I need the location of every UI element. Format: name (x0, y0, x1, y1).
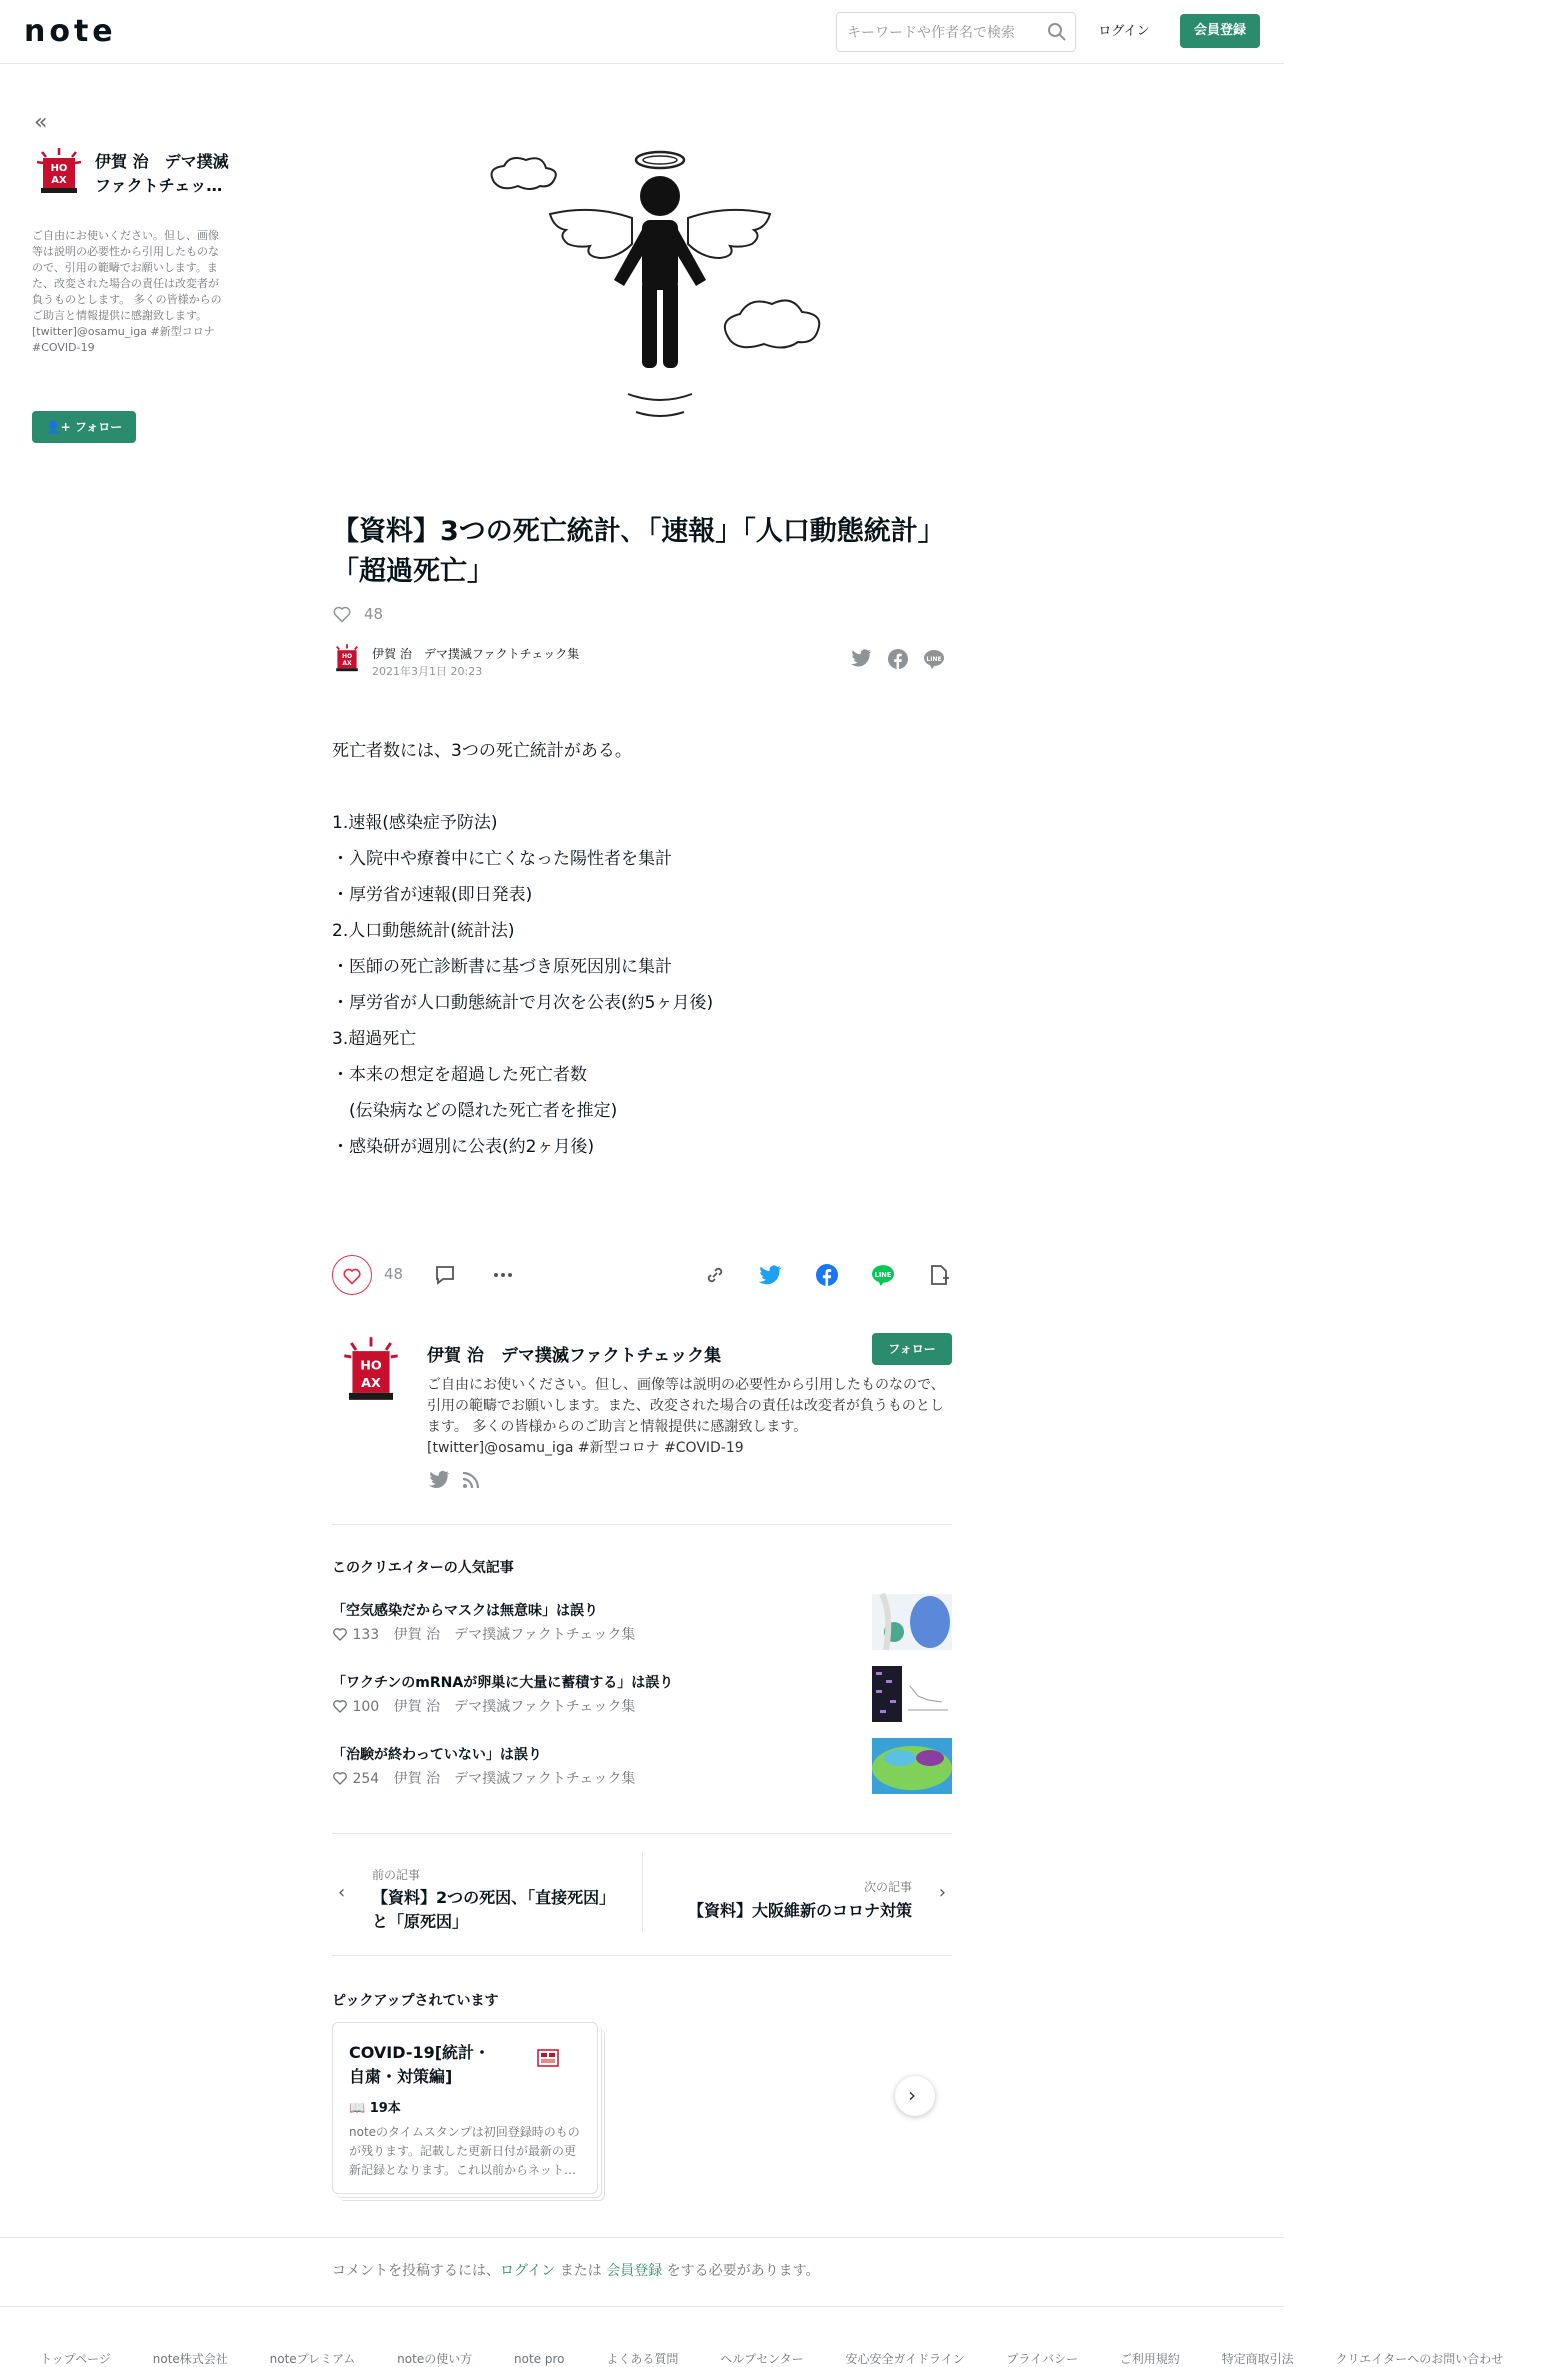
rss-icon[interactable] (462, 1471, 480, 1489)
comment-login-link[interactable]: ログイン (500, 2263, 556, 2279)
footer-links (40, 2350, 1504, 2367)
comment-notice (0, 2237, 1284, 2307)
popular-author: 伊賀 治 デマ撲滅ファクトチェック集 (393, 1699, 636, 1715)
footer-link[interactable]: ご利用規約 (1119, 2352, 1180, 2366)
popular-title[interactable]: 「治験が終わっていない」は誤り (332, 1747, 542, 1763)
popular-meta (332, 1768, 635, 1788)
comment-suffix: をする必要があります。 (662, 2263, 820, 2279)
sidebar-description: ご自由にお使いください。但し、画像等は説明の必要性から引用したものなので、引用の範疇でお願いします。また、改変された場合の責任は改変者が負うものとします。 多くの皆様からのご助言と情報提供に感謝致します。[twitter]@osamu_iga #新型コロナ #COVID-19 (32, 229, 222, 354)
popular-meta (332, 1696, 635, 1716)
popular-title[interactable]: 「空気感染だからマスクは無意味」は誤り (332, 1603, 598, 1619)
footer-link[interactable]: noteの使い方 (397, 2352, 473, 2366)
avatar[interactable] (34, 146, 84, 196)
svg-text:HO: HO (341, 653, 353, 660)
add-user-icon: 👤+ (45, 420, 75, 434)
sidebar-follow-button[interactable] (32, 411, 136, 443)
next-article-link[interactable] (643, 1852, 952, 1932)
magazine-title: COVID-19[統計・自粛・対策編] (349, 2043, 491, 2086)
list-item[interactable] (332, 1744, 952, 1804)
comment-icon[interactable] (434, 1264, 456, 1286)
popular-author: 伊賀 治 デマ撲滅ファクトチェック集 (393, 1627, 636, 1643)
magazine-count-value: 19本 (369, 2101, 401, 2116)
chevron-left-icon: ‹ (338, 1882, 346, 1903)
svg-text:LINE: LINE (874, 1271, 892, 1280)
link-icon[interactable] (704, 1264, 726, 1286)
body-paragraph: 死亡者数には、3つの死亡統計がある。 (332, 741, 632, 761)
sidebar-follow-label: フォロー (74, 420, 123, 434)
body-paragraph: 2.人口動態統計(統計法) (332, 921, 515, 941)
article-author-row (332, 643, 952, 677)
publish-date: 2021年3月1日 20:23 (372, 665, 483, 678)
svg-text:HO: HO (360, 1358, 382, 1374)
popular-likes: 133 (352, 1627, 380, 1643)
like-button[interactable] (332, 1255, 372, 1295)
svg-text:HO: HO (50, 163, 68, 174)
popular-author: 伊賀 治 デマ撲滅ファクトチェック集 (393, 1771, 636, 1787)
creator-follow-button[interactable]: フォロー (872, 1333, 952, 1365)
magazine-card[interactable] (332, 2022, 598, 2194)
magazine-count (349, 2097, 401, 2116)
search-input[interactable] (847, 21, 1037, 45)
author-avatar[interactable] (332, 643, 362, 673)
body-paragraph: ・感染研が週別に公表(約2ヶ月後) (332, 1137, 595, 1157)
line-share-icon[interactable] (872, 1264, 894, 1286)
heart-icon (332, 1626, 348, 1642)
article-title: 【資料】3つの死亡統計､「速報」「人口動態統計」「超過死亡」 (332, 516, 945, 587)
book-icon: 📖 (349, 2101, 370, 2116)
sidebar-author-name[interactable]: 伊賀 治 デマ撲滅ファクトチェッ… (95, 152, 229, 195)
facebook-icon[interactable] (888, 649, 908, 669)
svg-text:LINE: LINE (926, 656, 942, 663)
article-action-bar (332, 1255, 952, 1295)
body-paragraph: ・厚労省が人口動態統計で月次を公表(約5ヶ月後) (332, 993, 714, 1013)
signup-button[interactable]: 会員登録 (1180, 14, 1260, 48)
body-paragraph: ・入院中や療養中に亡くなった陽性者を集計 (332, 849, 672, 869)
popular-meta (332, 1624, 635, 1644)
article-like-row (332, 604, 952, 628)
line-icon[interactable] (924, 649, 944, 669)
prev-label: 前の記事 (372, 1868, 421, 1882)
site-header (0, 0, 1284, 64)
magazine-thumbnail (537, 2049, 559, 2067)
creator-description: ご自由にお使いください。但し、画像等は説明の必要性から引用したものなので、引用の範疇でお願いします。また、改変された場合の責任は改変者が負うものとします。 多くの皆様からのご助言と情報提供に感謝致します。[twitter]@osamu_iga #新型コロナ #COVID-19 (427, 1377, 945, 1456)
prev-title: 【資料】2つの死因、「直接死因」と「原死因」 (372, 1888, 616, 1931)
footer-link[interactable]: プライバシー (1006, 2352, 1078, 2366)
body-paragraph: 1.速報(感染症予防法) (332, 813, 498, 833)
creator-profile (332, 1333, 952, 1483)
body-paragraph: ・厚労省が速報(即日発表) (332, 885, 533, 905)
facebook-share-icon[interactable] (816, 1264, 838, 1286)
carousel-next-button[interactable] (895, 2076, 935, 2116)
svg-text:AX: AX (51, 175, 67, 186)
search-icon[interactable] (1047, 22, 1067, 42)
next-title: 【資料】大阪維新のコロナ対策 (687, 1901, 912, 1920)
comment-or: または (555, 2263, 607, 2279)
popular-likes: 100 (352, 1699, 380, 1715)
footer-link[interactable]: 安心安全ガイドライン (845, 2352, 965, 2366)
footer-link[interactable]: よくある質問 (606, 2352, 679, 2366)
chevron-right-icon: › (908, 2083, 916, 2107)
footer-link[interactable]: クリエイターへのお問い合わせ (1335, 2352, 1504, 2366)
popular-thumbnail[interactable] (872, 1666, 952, 1722)
twitter-icon[interactable] (852, 649, 872, 667)
add-to-magazine-icon[interactable] (928, 1264, 950, 1286)
magazine-description: noteのタイムスタンプは初回登録時のものが残ります。記載した更新日付が最新の更新記録となります。これ以前からネット… (349, 2125, 580, 2177)
note-logo[interactable]: note (24, 14, 117, 49)
footer-link[interactable]: トップページ (40, 2352, 111, 2366)
popular-thumbnail[interactable] (872, 1594, 952, 1650)
hero-illustration (480, 140, 860, 440)
creator-name[interactable]: 伊賀 治 デマ撲滅ファクトチェック集 (427, 1346, 722, 1366)
divider (332, 1524, 952, 1525)
pickup-heading: ピックアップされています (332, 1993, 499, 2009)
creator-avatar[interactable] (342, 1335, 400, 1409)
article-navigation (332, 1852, 952, 1932)
chevron-right-icon: › (938, 1882, 946, 1903)
body-paragraph (332, 769, 952, 805)
popular-heading: このクリエイターの人気記事 (332, 1560, 514, 1576)
more-icon[interactable] (492, 1264, 514, 1286)
double-chevron-left-icon[interactable]: « (34, 110, 48, 135)
popular-title[interactable]: 「ワクチンのmRNAが卵巣に大量に蓄積する」は誤り (332, 1675, 674, 1691)
popular-thumbnail[interactable] (872, 1738, 952, 1794)
footer-link[interactable]: note pro (514, 2352, 565, 2366)
svg-text:AX: AX (342, 660, 352, 668)
search-box[interactable] (836, 12, 1076, 52)
body-paragraph: ・医師の死亡診断書に基づき原死因別に集計 (332, 957, 672, 977)
like-count: 48 (364, 605, 384, 623)
footer-link[interactable]: ヘルプセンター (720, 2352, 804, 2366)
body-paragraph: (伝染病などの隠れた死亡者を推定) (332, 1101, 618, 1121)
divider (332, 1955, 952, 1956)
heart-icon (332, 1770, 348, 1786)
list-item[interactable] (332, 1600, 952, 1660)
author-name[interactable]: 伊賀 治 デマ撲滅ファクトチェック集 (372, 647, 580, 661)
article-body (332, 733, 952, 1165)
heart-icon[interactable] (332, 604, 352, 624)
heart-icon (332, 1698, 348, 1714)
action-like-count: 48 (384, 1265, 404, 1283)
list-item[interactable] (332, 1672, 952, 1732)
footer-link[interactable]: noteプレミアム (269, 2352, 356, 2366)
login-button[interactable]: ログイン (1098, 24, 1150, 39)
svg-text:AX: AX (361, 1376, 381, 1392)
popular-list (332, 1600, 952, 1800)
body-paragraph: 3.超過死亡 (332, 1029, 417, 1049)
divider (332, 1833, 952, 1834)
comment-prefix: コメントを投稿するには、 (332, 2263, 500, 2279)
comment-signup-link[interactable]: 会員登録 (606, 2263, 663, 2279)
comment-notice-text (332, 2260, 820, 2280)
footer-link[interactable]: note株式会社 (152, 2352, 228, 2366)
footer-link[interactable]: 特定商取引法 (1221, 2352, 1294, 2366)
twitter-share-icon[interactable] (760, 1265, 782, 1285)
creator-twitter-icon[interactable] (430, 1471, 450, 1488)
popular-likes: 254 (352, 1771, 380, 1787)
next-label: 次の記事 (863, 1880, 912, 1894)
body-paragraph: ・本来の想定を超過した死亡者数 (332, 1065, 587, 1085)
prev-article-link[interactable] (332, 1852, 642, 1932)
